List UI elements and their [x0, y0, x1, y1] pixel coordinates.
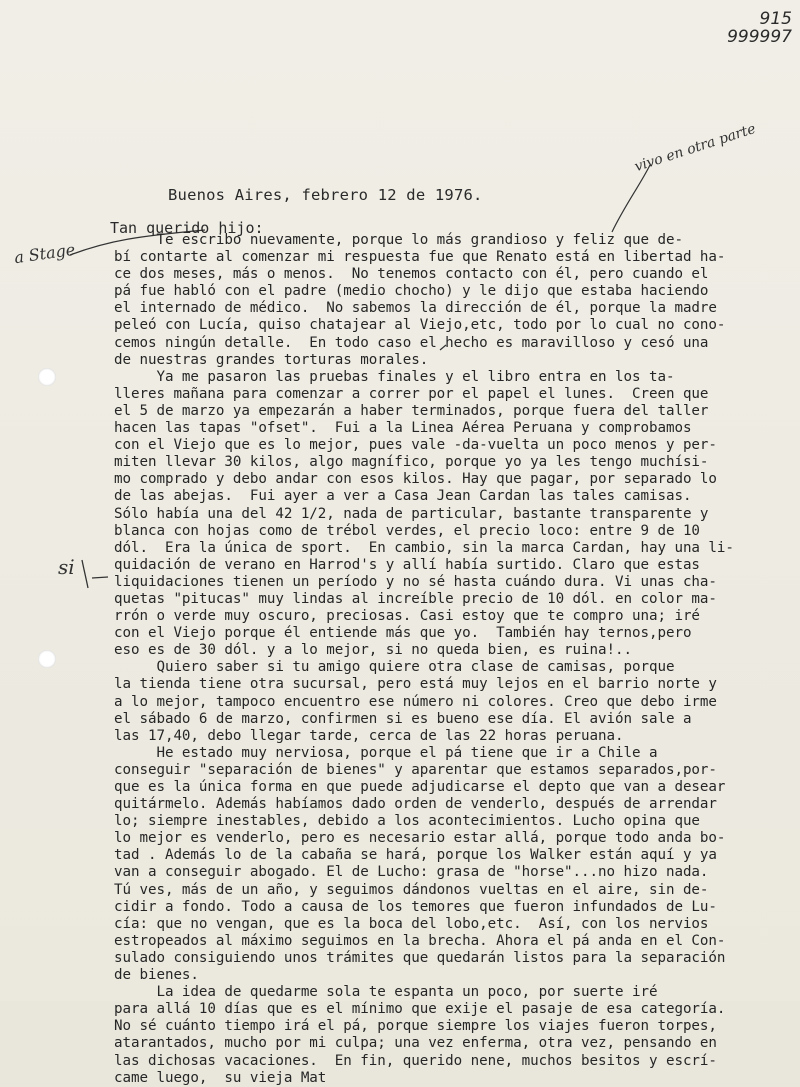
letter-line: Sólo había una del 42 1/2, nada de particular, bastante transparente y	[114, 505, 709, 522]
letter-line: atarantados, mucho por mi culpa; una vez enferma, otra vez, pensando en	[114, 1035, 717, 1052]
letter-line: blanca con hojas como de trébol verdes, el precio loco: entre 9 de 10	[114, 522, 700, 539]
letter-line: came luego, su vieja Mat	[114, 1069, 327, 1086]
pen-stroke	[82, 560, 88, 588]
letter-line: para allá 10 días que es el mínimo que exije el pasaje de esa categoría.	[114, 1001, 726, 1018]
letter-line: quetas "pitucas" muy lindas al increíble precio de 10 dól. en color ma-	[114, 590, 717, 607]
letter-line: con el Viejo porque él entiende más que yo. También hay ternos,pero	[114, 625, 692, 642]
archive-number-line: 999997	[727, 27, 792, 47]
letter-line: pá fue habló con el padre (medio chocho) y le dijo que estaba haciendo	[114, 283, 709, 300]
letter-line: bí contarte al comenzar mi respuesta fue que Renato está en libertad ha-	[114, 249, 726, 266]
handwritten-note-si: si	[58, 555, 75, 579]
letter-line: que es la única forma en que puede adjudicarse el depto que van a desear	[114, 779, 726, 795]
pen-stroke	[612, 165, 650, 232]
letter-line: el sábado 6 de marzo, confirmen si es bueno ese día. El avión sale a	[114, 710, 692, 727]
letter-line: miten llevar 30 kilos, algo magnífico, porque yo ya les tengo muchísi-	[114, 454, 709, 471]
letter-line: conseguir "separación de bienes" y aparentar que estamos separados,por-	[114, 761, 717, 778]
letter-line: cidir a fondo. Todo a causa de los temores que fueron infundados de Lu-	[114, 898, 717, 915]
letter-line: No sé cuánto tiempo irá el pá, porque siempre los viajes fueron torpes,	[114, 1018, 717, 1035]
letter-line: ce dos meses, más o menos. No tenemos contacto con él, pero cuando el	[114, 266, 709, 283]
letter-line: sulado consiguiendo unos trámites que quedarán listos para la separación	[114, 949, 726, 966]
letter-greeting: Tan querido hijo:	[110, 219, 264, 237]
letter-line: quitármelo. Además habíamos dado orden de venderlo, después de arrendar	[114, 796, 717, 813]
letter-line: las 17,40, debo llegar tarde, cerca de las 22 horas peruana.	[114, 727, 624, 744]
letter-line: la tienda tiene otra sucursal, pero está muy lejos en el barrio norte y	[114, 676, 717, 693]
letter-line: el internado de médico. No sabemos la dirección de él, porque la madre	[114, 300, 717, 317]
letter-line: Te escribo nuevamente, porque lo más grandioso y feliz que de-	[114, 232, 683, 248]
letter-line: las dichosas vacaciones. En fin, querido nene, muchos besitos y escrí-	[114, 1052, 717, 1069]
pen-stroke	[92, 577, 108, 578]
letter-line: de bienes.	[114, 967, 199, 984]
letter-line: mo comprado y debo andar con esos kilos. Hay que pagar, por separado lo	[114, 471, 717, 488]
handwritten-note-left: a Stage	[12, 239, 77, 268]
letter-line: Ya me pasaron las pruebas finales y el libro entra en los ta-	[114, 368, 675, 385]
handwritten-note-top: vivo en otra parte	[632, 120, 758, 176]
letter-line: lleres mañana para comenzar a correr por el papel el lunes. Creen que	[114, 385, 709, 402]
letter-line: Quiero saber si tu amigo quiere otra clase de camisas, porque	[114, 659, 675, 676]
letter-line: cemos ningún detalle. En todo caso el hecho es maravilloso y cesó una	[114, 334, 709, 351]
letter-line: lo mejor es venderlo, pero es necesario estar allá, porque todo anda bo-	[114, 830, 726, 847]
letter-line: Tú ves, más de un año, y seguimos dándonos vueltas en el aire, sin de-	[114, 881, 709, 898]
letter-line: de las abejas. Fui ayer a ver a Casa Jean Cardan las tales camisas.	[114, 488, 692, 505]
letter-line: liquidaciones tienen un período y no sé hasta cuándo dura. Vi unas cha-	[114, 573, 717, 590]
letter-line: de nuestras grandes torturas morales.	[114, 351, 429, 368]
letter-line: La idea de quedarme sola te espanta un poco, por suerte iré	[114, 984, 658, 1001]
letter-line: lo; siempre inestables, debido a los acontecimientos. Lucho opina que	[114, 813, 700, 830]
letter-line: van a conseguir abogado. El de Lucho: grasa de "horse"...no hizo nada.	[114, 864, 709, 881]
letter-line: eso es de 30 dól. y a lo mejor, si no queda bien, es ruina!..	[114, 642, 632, 659]
letter-body	[114, 232, 776, 1087]
letter-line: hacen las tapas "ofset". Fui a la Linea Aérea Peruana y comprobamos	[114, 420, 692, 437]
letter-line: a lo mejor, tampoco encuentro ese número ni colores. Creo que debo irme	[114, 693, 717, 710]
letter-line: tad . Además lo de la cabaña se hará, porque los Walker están aquí y ya	[114, 847, 717, 864]
letter-line: He estado muy nerviosa, porque el pá tiene que ir a Chile a	[114, 744, 658, 761]
letter-line: dól. Era la única de sport. En cambio, sin la marca Cardan, hay una li-	[114, 539, 734, 556]
letter-line: con el Viejo que es lo mejor, pues vale -da-vuelta un poco menos y per-	[114, 437, 717, 454]
letter-date: Buenos Aires, febrero 12 de 1976.	[168, 186, 483, 204]
letter-line: cía: que no vengan, que es la boca del lobo,etc. Así, con los nervios	[114, 915, 709, 932]
letter-line: el 5 de marzo ya empezarán a haber terminados, porque fuera del taller	[114, 402, 709, 419]
letter-line: peleó con Lucía, quiso chatajear al Viejo,etc, todo por lo cual no cono-	[114, 317, 726, 334]
archive-number-line: 915	[759, 9, 792, 29]
letter-line: estropeados al máximo seguimos en la brecha. Ahora el pá anda en el Con-	[114, 932, 726, 949]
letter-line: quidación de verano en Harrod's y allí había surtido. Claro que estas	[114, 556, 700, 573]
letter-line: rrón o verde muy oscuro, preciosas. Casi estoy que te compro una; iré	[114, 608, 700, 625]
